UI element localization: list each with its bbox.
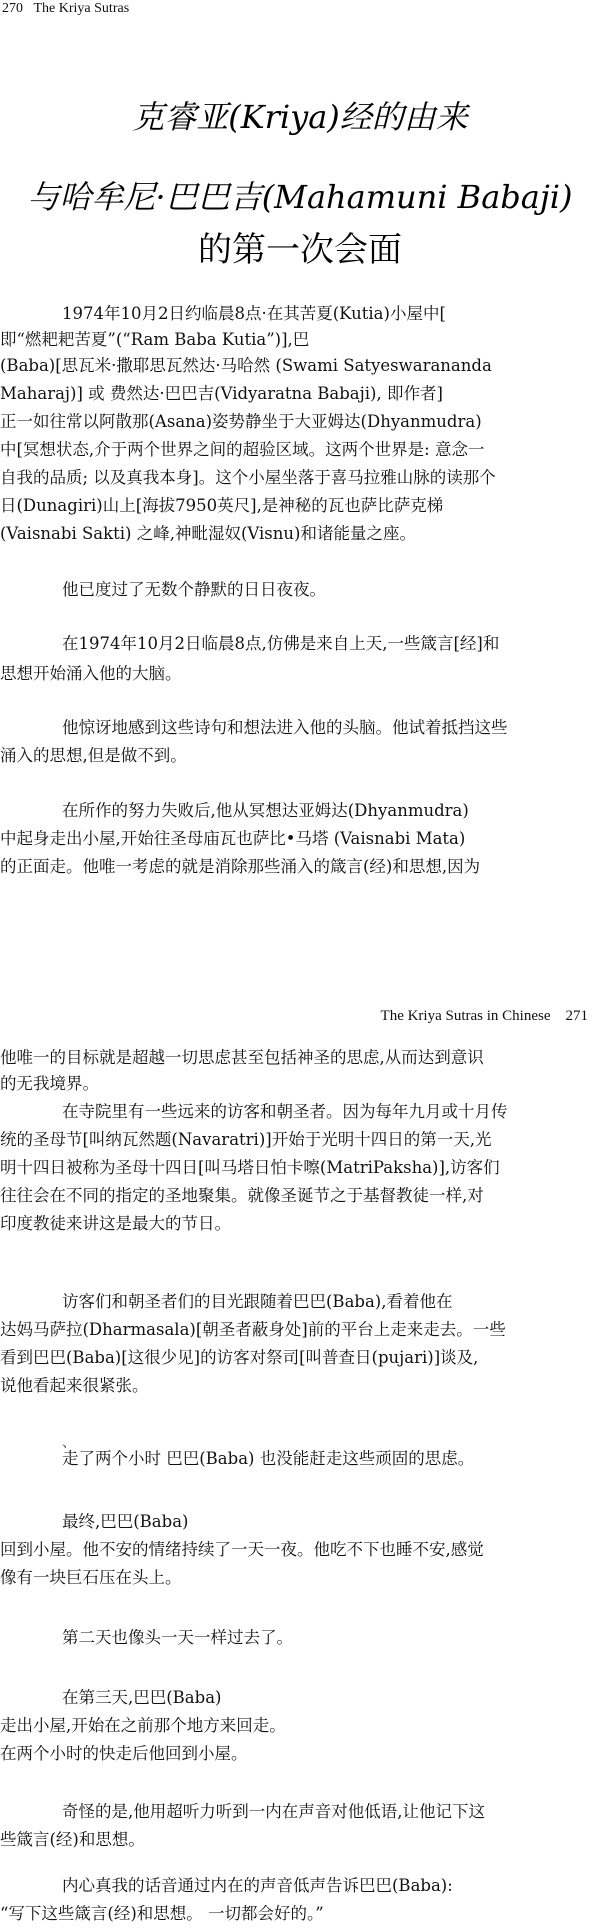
chapter-title-line-2: 与哈牟尼·巴巴吉(Mahamuni Babaji) <box>27 178 573 216</box>
paragraph-line: 达妈马萨拉(Dharmasala)[朝圣者蔽身处]前的平台上走来走去。一些 <box>0 1320 506 1339</box>
paragraph-line: 最终,巴巴(Baba) <box>62 1512 189 1531</box>
chapter-title-line-1: 克睿亚(Kriya)经的由来 <box>132 98 468 136</box>
paragraph-line: 即“燃耙耙苦夏”(“Ram Baba Kutia”)],巴 <box>0 330 310 349</box>
paragraph-line: 他惊讶地感到这些诗句和想法进入他的头脑。他试着抵挡这些 <box>62 718 508 737</box>
paragraph-line: 在所作的努力失败后,他从冥想达亚姆达(Dhyanmudra) <box>62 801 469 820</box>
paragraph-line: 统的圣母节[叫纳瓦然题(Navaratri)]开始于光明十四日的第一天,光 <box>0 1130 492 1149</box>
book-title: The Kriya Sutras <box>33 1 130 16</box>
paragraph-line: 奇怪的是,他用超听力听到一内在声音对他低语,让他记下这 <box>62 1802 485 1821</box>
paragraph-line: 自我的品质; 以及真我本身]。这个小屋坐落于喜马拉雅山脉的读那个 <box>0 468 496 487</box>
paragraph-line: 1974年10月2日约临晨8点·在其苦夏(Kutia)小屋中[ <box>62 304 446 323</box>
paragraph-line: 他已度过了无数个静默的日日夜夜。 <box>62 580 326 599</box>
paragraph-line: 像有一块巨石压在头上。 <box>0 1568 182 1587</box>
paragraph-line: 中起身走出小屋,开始往圣母庙瓦也萨比•马塔 (Vaisnabi Mata) <box>0 829 466 848</box>
paragraph-line: 在1974年10月2日临晨8点,仿佛是来自上天,一些箴言[经]和 <box>62 634 500 653</box>
paragraph-line: 涌入的思想,但是做不到。 <box>0 746 187 765</box>
book-title: The Kriya Sutras in Chinese <box>380 1008 551 1024</box>
paragraph-line: 走了两个小时 巴巴(Baba) 也没能赶走这些顽固的思虑。 <box>62 1449 475 1468</box>
paragraph-line: 思想开始涌入他的大脑。 <box>0 664 182 683</box>
paragraph-line: (Baba)[思瓦米·撒耶思瓦然达·马哈然 (Swami Satyeswarananda <box>0 356 492 375</box>
stray-mark: 、 <box>62 1435 76 1451</box>
paragraph-line: 日(Dunagiri)山上[海拔7950英尺],是神秘的瓦也萨比萨克梯 <box>0 496 444 515</box>
running-header-left <box>2 1 129 17</box>
paragraph-line: 些箴言(经)和思想。 <box>0 1830 145 1849</box>
paragraph-line: 他唯一的目标就是超越一切思虑甚至包括神圣的思虑,从而达到意识 <box>0 1048 484 1067</box>
paragraph-line: “写下这些箴言(经)和思想。 一切都会好的。” <box>0 1904 324 1923</box>
paragraph-line: 的正面走。他唯一考虑的就是消除那些涌入的箴言(经)和思想,因为 <box>0 857 481 876</box>
paragraph-line: 看到巴巴(Baba)[这很少见]的访客对祭司[叫普查日(pujari)]谈及, <box>0 1348 479 1367</box>
paragraph-line: 回到小屋。他不安的情绪持续了一天一夜。他吃不下也睡不安,感觉 <box>0 1540 484 1559</box>
paragraph-line: 访客们和朝圣者们的目光跟随着巴巴(Baba),看着他在 <box>62 1292 453 1311</box>
paragraph-line: 在寺院里有一些远来的访客和朝圣者。因为每年九月或十月传 <box>62 1102 508 1121</box>
paragraph-line: (Vaisnabi Sakti) 之峰,神毗湿奴(Visnu)和诸能量之座。 <box>0 524 416 543</box>
page-number: 271 <box>565 1008 588 1024</box>
paragraph-line: 内心真我的话音通过内在的声音低声告诉巴巴(Baba): <box>62 1876 453 1895</box>
paragraph-line: 说他看起来很紧张。 <box>0 1376 149 1395</box>
paragraph-line: 在第三天,巴巴(Baba) <box>62 1688 222 1707</box>
page-number: 270 <box>2 1 23 16</box>
paragraph-line: 明十四日被称为圣母十四日[叫马塔日怕卡嚓(MatriPaksha)],访客们 <box>0 1158 500 1177</box>
paragraph-line: 正一如往常以阿散那(Asana)姿势静坐于大亚姆达(Dhyanmudra) <box>0 412 482 431</box>
paragraph-line: 印度教徒来讲这是最大的节日。 <box>0 1214 231 1233</box>
paragraph-line: 的无我境界。 <box>0 1074 99 1093</box>
paragraph-line: 走出小屋,开始在之前那个地方来回走。 <box>0 1716 286 1735</box>
paragraph-line: 往往会在不同的指定的圣地聚集。就像圣诞节之于基督教徒一样,对 <box>0 1186 484 1205</box>
paragraph-line: 中[冥想状态,介于两个世界之间的超验区域。这两个世界是: 意念一 <box>0 440 485 459</box>
paragraph-line: 第二天也像头一天一样过去了。 <box>62 1628 293 1647</box>
paragraph-line: Maharaj)] 或 费然达·巴巴吉(Vidyaratna Babaji), 即作者] <box>0 384 443 403</box>
paragraph-line: 在两个小时的快走后他回到小屋。 <box>0 1744 248 1763</box>
running-header-right <box>381 1008 588 1025</box>
chapter-title-line-3: 的第一次会面 <box>198 230 402 270</box>
